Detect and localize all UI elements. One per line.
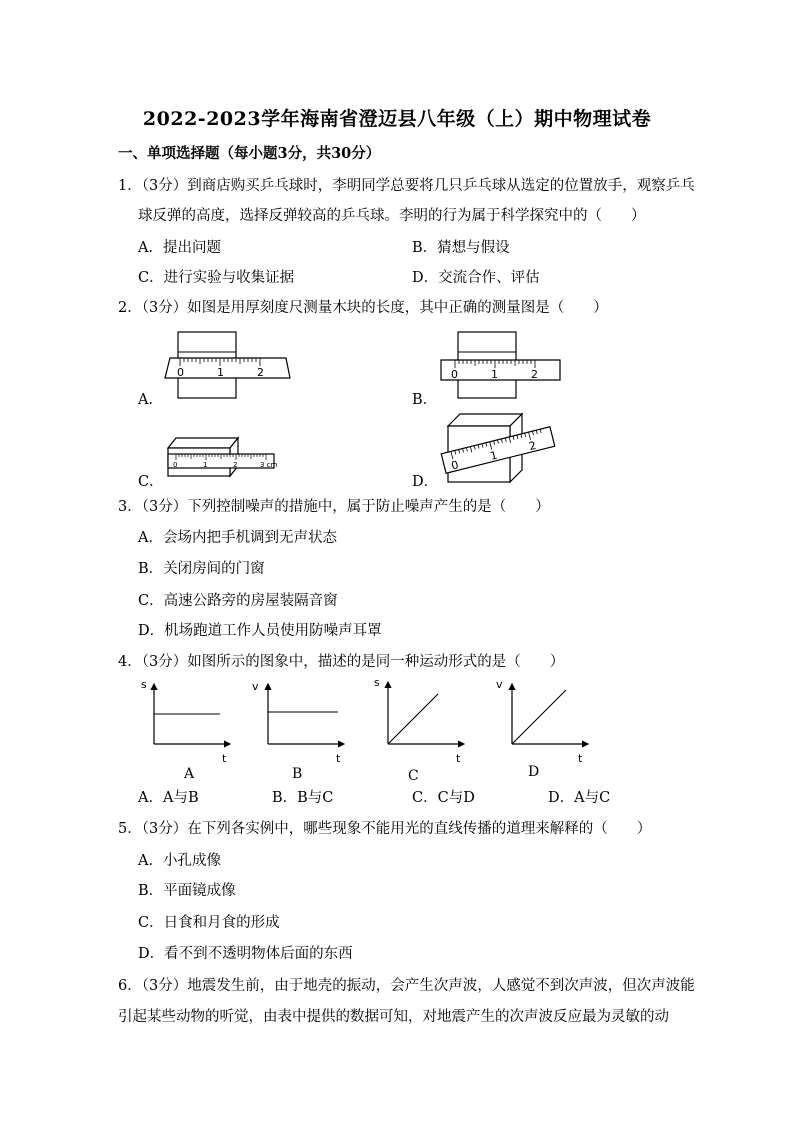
- question-3-line-1: 3．（3分）下列控制噪声的措施中，属于防止噪声产生的是（ ）: [118, 499, 550, 515]
- question-2-option-a: A．: [138, 392, 163, 408]
- ruler-figure-b: [438, 330, 568, 405]
- ruler-b-tick-2: 2: [531, 368, 538, 381]
- graph-c-ylabel: s: [374, 676, 380, 689]
- question-4-line-1: 4．（3分）如图所示的图象中，描述的是同一种运动形式的是（ ）: [118, 654, 565, 670]
- section-heading: 一、单项选择题（每小题3分，共30分）: [118, 145, 381, 162]
- question-2-option-b: B．: [412, 392, 438, 408]
- graph-b: [252, 676, 352, 766]
- ruler-b-tick-1: 1: [491, 368, 498, 381]
- question-6-line-2: 引起某些动物的听觉，由表中提供的数据可知，对地震产生的次声波反应最为灵敏的动: [118, 1009, 669, 1025]
- ruler-figure-c: [162, 432, 280, 482]
- graph-a-xlabel: t: [222, 752, 227, 765]
- graph-d-ylabel: v: [496, 678, 503, 691]
- ruler-d-tick-1: 1: [488, 448, 499, 463]
- ruler-figure-a: [160, 330, 295, 405]
- graph-b-caption: B: [292, 766, 303, 782]
- question-1-option-b: B．猜想与假设: [412, 240, 510, 256]
- graph-a-ylabel: s: [141, 678, 147, 691]
- question-2-option-c: C．: [138, 474, 164, 490]
- graph-a: [138, 676, 238, 766]
- graph-d-xlabel: t: [578, 752, 583, 765]
- graph-c-xlabel: t: [456, 752, 461, 765]
- graph-d: [496, 676, 596, 766]
- question-5-option-a: A．小孔成像: [138, 853, 221, 869]
- ruler-c-tick-0: 0: [173, 461, 178, 469]
- graph-b-ylabel: v: [252, 680, 259, 693]
- question-6-line-1: 6．（3分）地震发生前，由于地壳的振动，会产生次声波，人感觉不到次声波，但次声波能: [118, 978, 695, 994]
- question-3-option-c: C．高速公路旁的房屋装隔音窗: [138, 593, 338, 609]
- question-4-option-d: D．A与C: [548, 790, 611, 806]
- question-2-option-d: D．: [412, 474, 439, 490]
- question-3-option-d: D．机场跑道工作人员使用防噪声耳罩: [138, 623, 382, 639]
- ruler-c-tick-2: 2: [233, 461, 238, 469]
- graph-b-xlabel: t: [336, 752, 341, 765]
- question-4-option-a: A．A与B: [138, 790, 199, 806]
- ruler-c-tick-3cm: 3 cm: [260, 461, 278, 469]
- question-5-option-b: B．平面镜成像: [138, 883, 236, 899]
- ruler-c-tick-1: 1: [203, 461, 208, 469]
- question-1-line-2: 球反弹的高度，选择反弹较高的乒乓球。李明的行为属于科学探究中的（ ）: [138, 208, 646, 224]
- ruler-a-tick-1: 1: [217, 366, 224, 379]
- question-3-option-a: A．会场内把手机调到无声状态: [138, 530, 337, 546]
- graph-d-caption: D: [528, 764, 540, 780]
- question-4-option-b: B．B与C: [272, 790, 334, 806]
- ruler-figure-d: [438, 408, 558, 488]
- ruler-a-tick-0: 0: [177, 366, 184, 379]
- question-1-line-1: 1．（3分）到商店购买乒乓球时，李明同学总要将几只乒乓球从选定的位置放手，观察乒乓: [118, 178, 695, 194]
- page-title: 2022-2023学年海南省澄迈县八年级（上）期中物理试卷: [142, 108, 652, 130]
- question-4-option-c: C．C与D: [412, 790, 475, 806]
- ruler-d-tick-2: 2: [527, 438, 538, 454]
- question-3-option-b: B．关闭房间的门窗: [138, 561, 265, 577]
- ruler-d-tick-0: 0: [449, 458, 460, 473]
- question-1-option-a: A．提出问题: [138, 240, 221, 256]
- ruler-b-tick-0: 0: [451, 368, 458, 381]
- question-5-option-c: C．日食和月食的形成: [138, 915, 280, 931]
- question-5-line-1: 5．（3分）在下列各实例中，哪些现象不能用光的直线传播的道理来解释的（ ）: [118, 821, 652, 837]
- question-2-line-1: 2．（3分）如图是用厚刻度尺测量木块的长度，其中正确的测量图是（ ）: [118, 300, 608, 316]
- question-1-option-d: D．交流合作、评估: [412, 270, 540, 286]
- question-1-option-c: C．进行实验与收集证据: [138, 270, 295, 286]
- graph-c-caption: C: [408, 768, 419, 784]
- question-5-option-d: D．看不到不透明物体后面的东西: [138, 946, 353, 962]
- ruler-a-tick-2: 2: [257, 366, 264, 379]
- graph-c: [372, 674, 472, 766]
- graph-a-caption: A: [184, 766, 195, 782]
